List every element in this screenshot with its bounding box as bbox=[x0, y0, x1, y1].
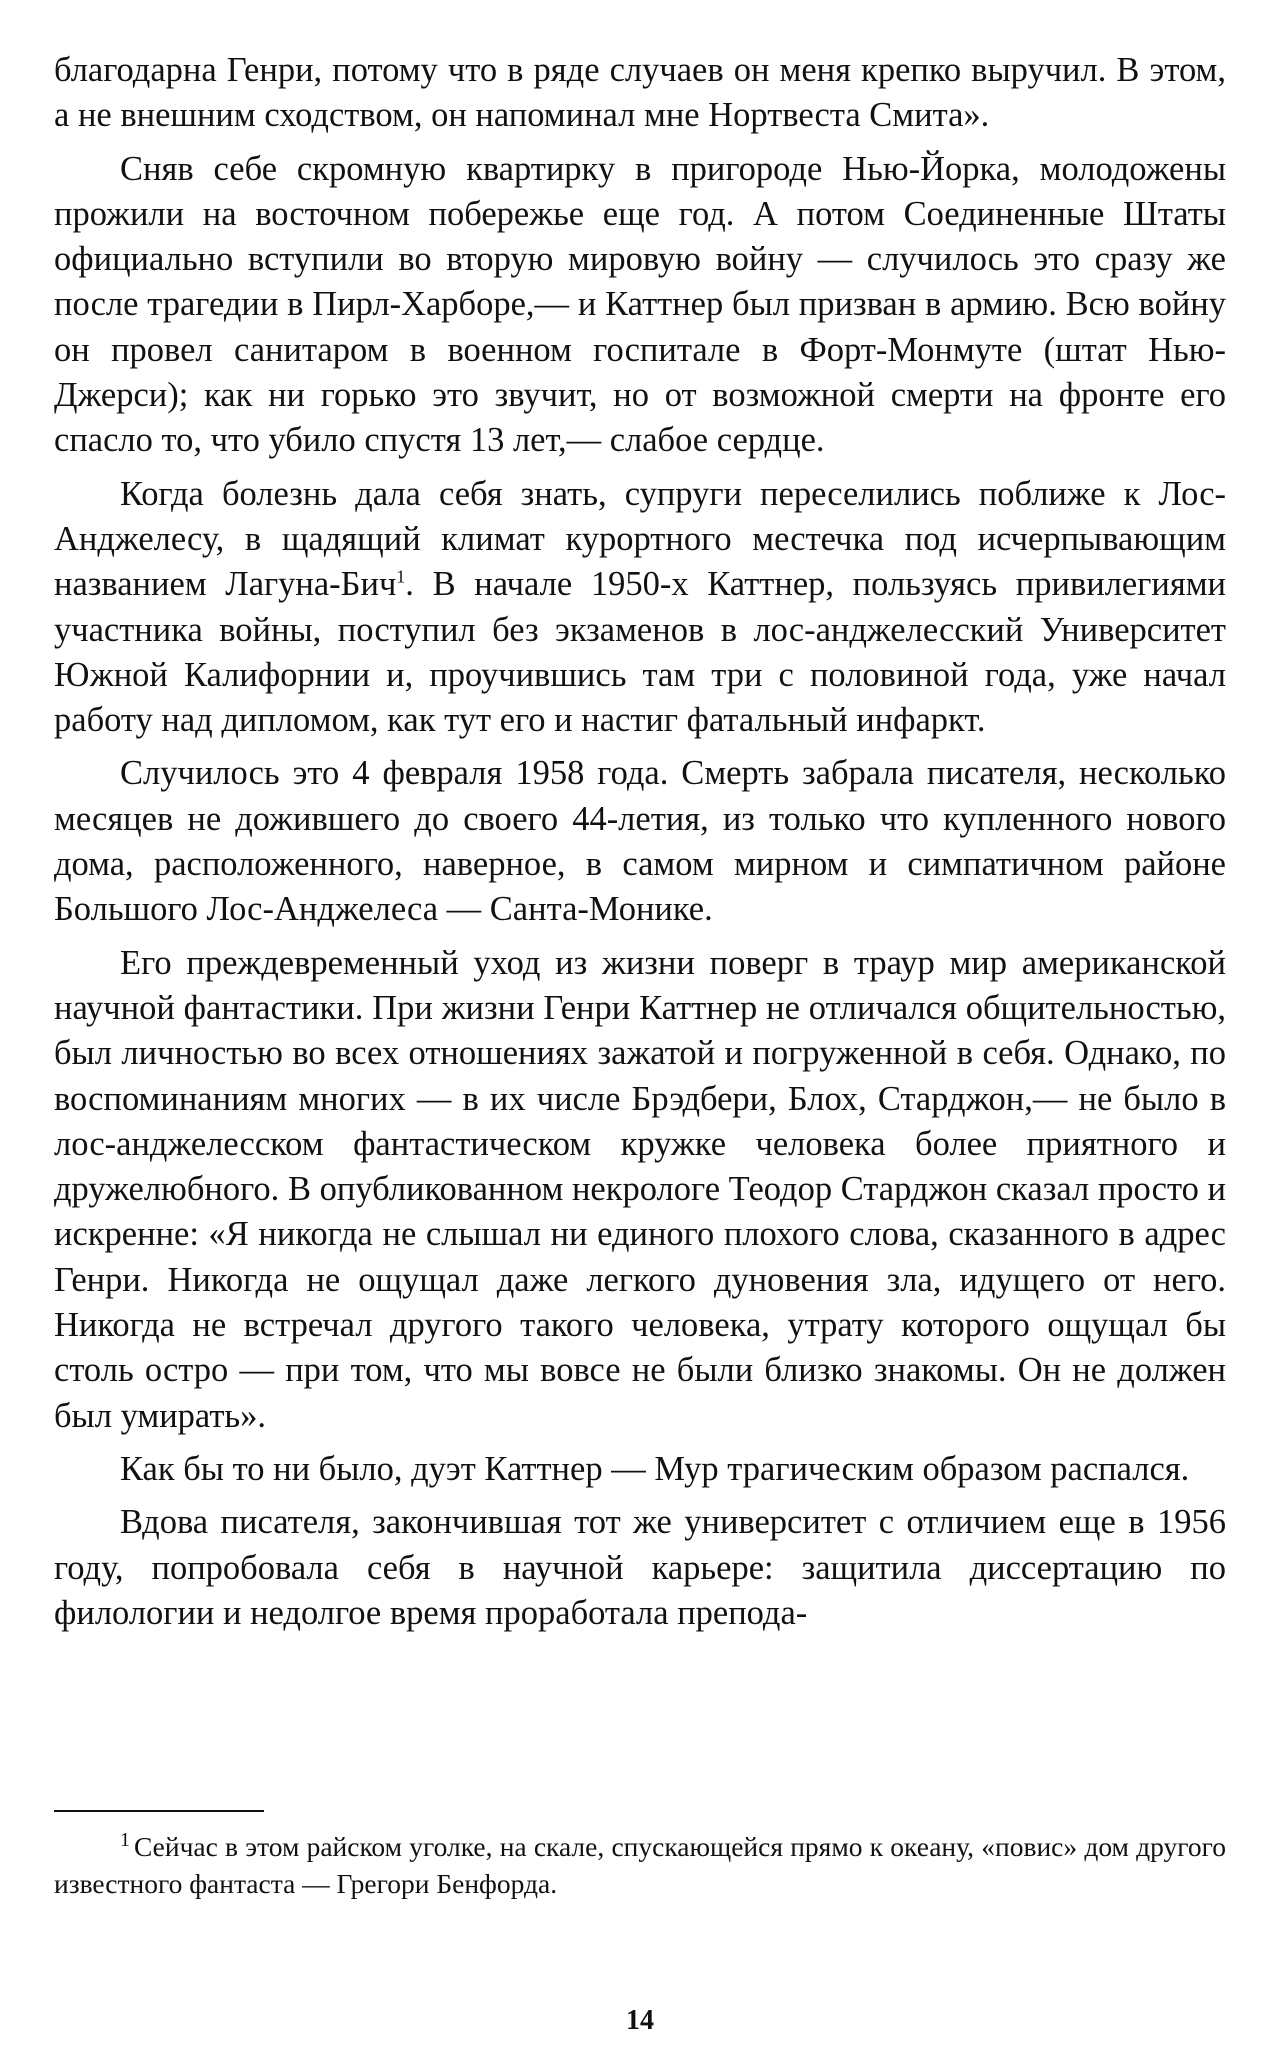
book-page bbox=[54, 48, 1226, 2038]
footnote-text: Сейчас в этом райском уголке, на скале, спускающейся прямо к океану, «повис» дом другого известного фантаста — Грегори Бенфорда. bbox=[54, 1831, 1226, 1899]
paragraph-3-text-after: . В начале 1950-х Каттнер, пользуясь привилегиями участника войны, поступил без экзаменов в лос-анджелесский Университет Южной Калифорнии и, проучившись там три с половиной года, уже начал работу над дипломом, как тут его и настиг фатальный инфаркт. bbox=[54, 565, 1227, 740]
page-number: 14 bbox=[626, 2005, 654, 2036]
footnote-divider bbox=[54, 1810, 264, 1812]
paragraph-6: Как бы то ни было, дуэт Каттнер — Мур трагическим образом распался. bbox=[120, 1449, 1190, 1488]
footnote-mark: 1 bbox=[120, 1828, 130, 1851]
paragraph-7: Вдова писателя, закончившая тот же университет с отличием еще в 1956 году, попробовала себя в научной карьере: защитила диссертацию по филологии и недолгое время проработала препода- bbox=[54, 1503, 1226, 1632]
footnote bbox=[54, 1828, 1226, 1902]
paragraph-3-text-before: Когда болезнь дала себя знать, супруги переселились поближе к Лос-Анджелесу, в щадящий климат курортного местечка под исчерпывающим названием Лагуна-Бич bbox=[54, 474, 1226, 604]
body-text bbox=[54, 48, 1226, 1636]
paragraph-2: Сняв себе скромную квартирку в пригороде Нью-Йорка, молодожены прожили на восточном побережье еще год. А потом Соединенные Штаты официально вступили во вторую мировую войну — случилось это сразу же после трагедии в Пирл-Харборе,— и Каттнер был призван в армию. Всю войну он провел санитаром в военном госпитале в Форт-Монмуте (штат Нью-Джерси); как ни горько это звучит, но от возможной смерти на фронте его спасло то, что убило спустя 13 лет,— слабое сердце. bbox=[54, 149, 1226, 460]
footnote-reference: 1 bbox=[396, 566, 406, 587]
paragraph-5: Его преждевременный уход из жизни поверг в траур мир американской научной фантастики. При жизни Генри Каттнер не отличался общительностью, был личностью во всех отношениях зажатой и погруженной в себя. Однако, по воспоминаниям многих — в их числе Брэдбери, Блох, Старджон,— не было в лос-анджелесском фантастическом кружке человека более приятного и дружелюбного. В опубликованном некрологе Теодор Старджон сказал просто и искренне: «Я никогда не слышал ни единого плохого слова, сказанного в адрес Генри. Никогда не ощущал даже легкого дуновения зла, идущего от него. Никогда не встречал другого такого человека, утрату которого ощущал бы столь остро — при том, что мы вовсе не были близко знакомы. Он не должен был умирать». bbox=[54, 943, 1226, 1435]
paragraph-1: благодарна Генри, потому что в ряде случаев он меня крепко выручил. В этом, а не внешним сходством, он напоминал мне Нортвеста Смита». bbox=[54, 51, 1226, 135]
paragraph-4: Случилось это 4 февраля 1958 года. Смерть забрала писателя, несколько месяцев не дожившего до своего 44-летия, из только что купленного нового дома, расположенного, наверное, в самом мирном и симпатичном районе Большого Лос-Анджелеса — Санта-Монике. bbox=[54, 754, 1226, 929]
paragraph-3 bbox=[54, 472, 1226, 744]
